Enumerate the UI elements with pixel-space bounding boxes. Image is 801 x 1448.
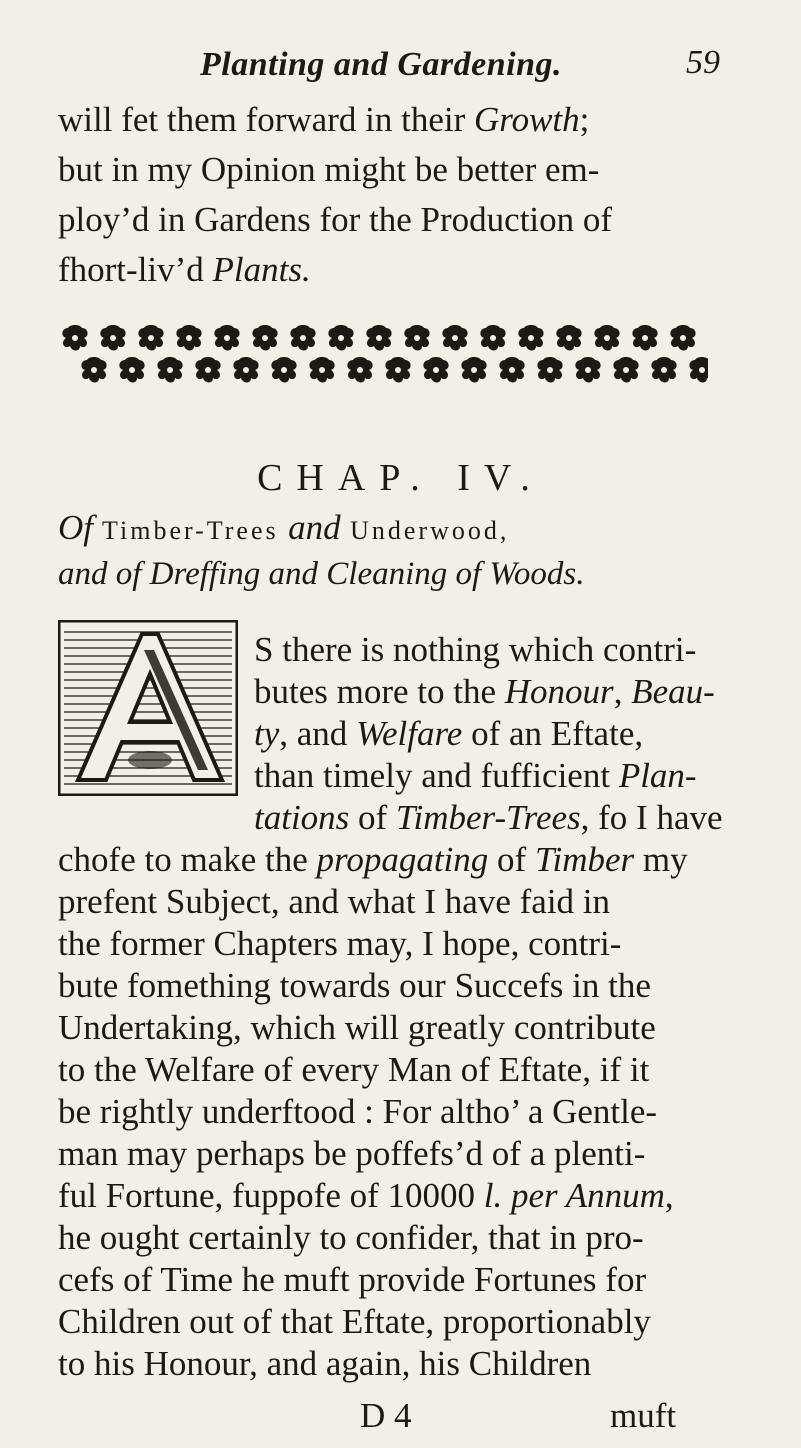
text-line: the former Chapters may, I hope, contri- <box>58 924 622 963</box>
signature-mark: D 4 <box>360 1396 412 1435</box>
text-line: he ought certainly to confider, that in pro- <box>58 1218 644 1257</box>
text-line: ful Fortune, fuppofe of 10000 l. per Annum, <box>58 1176 674 1215</box>
text-line: cefs of Time he muft provide Fortunes for <box>58 1260 647 1299</box>
running-head <box>60 40 720 90</box>
text-line: will fet them forward in their Growth; <box>58 100 590 139</box>
text-line: than timely and fufficient Plan- <box>254 756 697 795</box>
text-line: to his Honour, and again, his Children <box>58 1344 592 1383</box>
chapter-subtitle-line-1: Of Timber-Trees and Underwood, <box>58 508 510 547</box>
ornament-row-top <box>62 325 695 351</box>
text-line: chofe to make the propagating of Timber my <box>58 840 688 879</box>
text-line: fhort-liv’d Plants. <box>58 250 311 289</box>
running-title: Planting and Gardening. <box>200 46 562 83</box>
text-line: man may perhaps be poffefs’d of a plenti- <box>58 1134 646 1173</box>
page-number: 59 <box>686 44 720 81</box>
ornament-row-bottom <box>81 357 708 383</box>
decorative-ornament-band <box>58 322 708 388</box>
text-line: ploy’d in Gardens for the Production of <box>58 200 613 239</box>
text-line: but in my Opinion might be better em- <box>58 150 600 189</box>
text-line: Undertaking, which will greatly contribute <box>58 1008 656 1047</box>
text-line: to the Welfare of every Man of Eftate, if it <box>58 1050 650 1089</box>
text-line: butes more to the Honour, Beau- <box>254 672 715 711</box>
text-line: tations of Timber-Trees, fo I have <box>254 798 723 837</box>
text-line: ty, and Welfare of an Eftate, <box>254 714 644 753</box>
chapter-heading: CHAP. IV. <box>257 457 544 499</box>
text-line: Children out of that Eftate, proportionably <box>58 1302 651 1341</box>
decorated-initial-A <box>58 620 238 796</box>
chapter-subtitle-line-2: and of Dreffing and Cleaning of Woods. <box>58 556 585 592</box>
text-line: bute fomething towards our Succefs in the <box>58 966 651 1005</box>
text-line: be rightly underftood : For altho’ a Gentle- <box>58 1092 658 1131</box>
catchword: muft <box>610 1396 677 1435</box>
text-line: S there is nothing which contri- <box>254 630 697 669</box>
text-line: prefent Subject, and what I have faid in <box>58 882 611 921</box>
